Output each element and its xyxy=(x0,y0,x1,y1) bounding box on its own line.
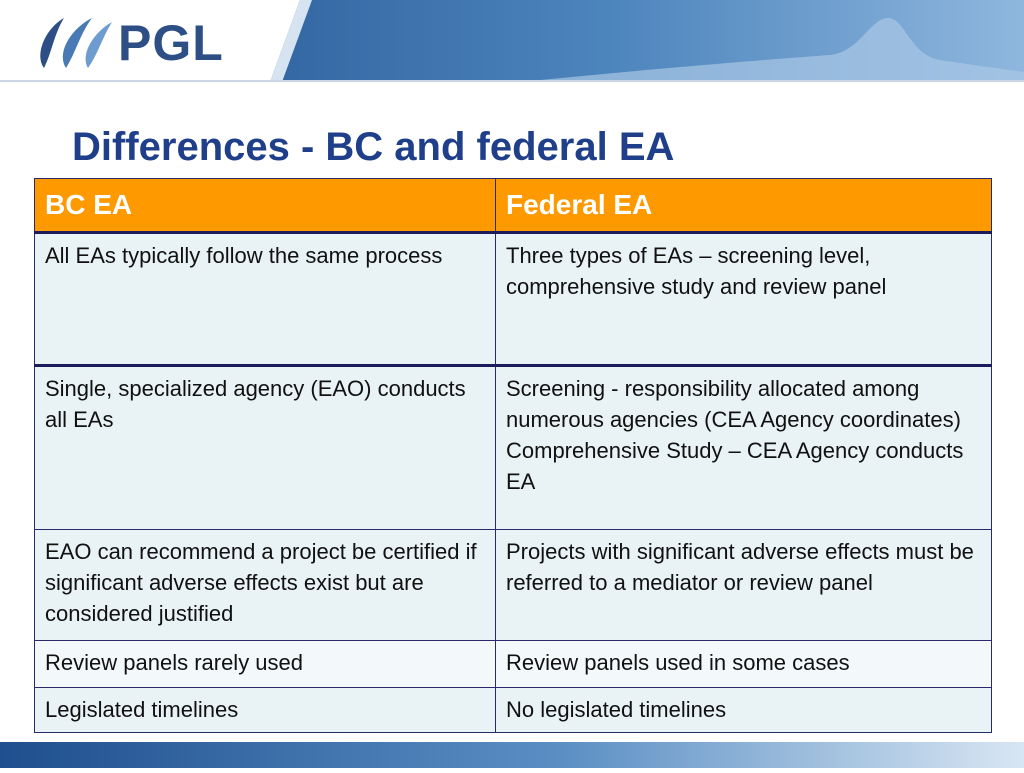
table-row xyxy=(35,233,992,366)
cell-text: Screening - responsibility allocated among numerous agencies (CEA Agency coordinates) xyxy=(506,376,961,432)
cell-bc xyxy=(35,530,496,641)
footer-band-graphic xyxy=(0,742,1024,768)
cell-text: Legislated timelines xyxy=(45,697,239,722)
cell-text: Three types of EAs – screening level, comprehensive study and review panel xyxy=(506,243,887,299)
cell-text: Review panels used in some cases xyxy=(506,650,850,675)
cell-text: Comprehensive Study – CEA Agency conducts EA xyxy=(506,438,964,494)
comparison-table xyxy=(34,178,992,733)
cell-bc xyxy=(35,688,496,733)
table-row xyxy=(35,530,992,641)
cell-text: No legislated timelines xyxy=(506,697,727,722)
cell-federal xyxy=(496,366,992,530)
cell-text: Single, specialized agency (EAO) conducts all EAs xyxy=(45,376,466,432)
cell-bc xyxy=(35,366,496,530)
footer-band xyxy=(0,742,1024,768)
page-title: Differences - BC and federal EA xyxy=(72,125,675,169)
header-federal-ea: Federal EA xyxy=(496,179,992,233)
cell-federal xyxy=(496,530,992,641)
pgl-logo-text: PGL xyxy=(118,15,224,71)
cell-federal xyxy=(496,641,992,688)
table-header-row xyxy=(35,179,992,233)
pgl-logo xyxy=(0,0,300,82)
cell-text: Projects with significant adverse effects must be referred to a mediator or review panel xyxy=(506,539,974,595)
cell-text: Review panels rarely used xyxy=(45,650,304,675)
cell-federal xyxy=(496,688,992,733)
pgl-logo-mark-icon xyxy=(24,14,114,72)
header-bc-ea: BC EA xyxy=(35,179,496,233)
table-row xyxy=(35,366,992,530)
cell-text: All EAs typically follow the same process xyxy=(45,243,443,268)
table-row xyxy=(35,641,992,688)
cell-bc xyxy=(35,233,496,366)
cell-bc xyxy=(35,641,496,688)
cell-federal xyxy=(496,233,992,366)
table-row xyxy=(35,688,992,733)
cell-text: EAO can recommend a project be certified if significant adverse effects exist but are considered justified xyxy=(45,539,477,626)
